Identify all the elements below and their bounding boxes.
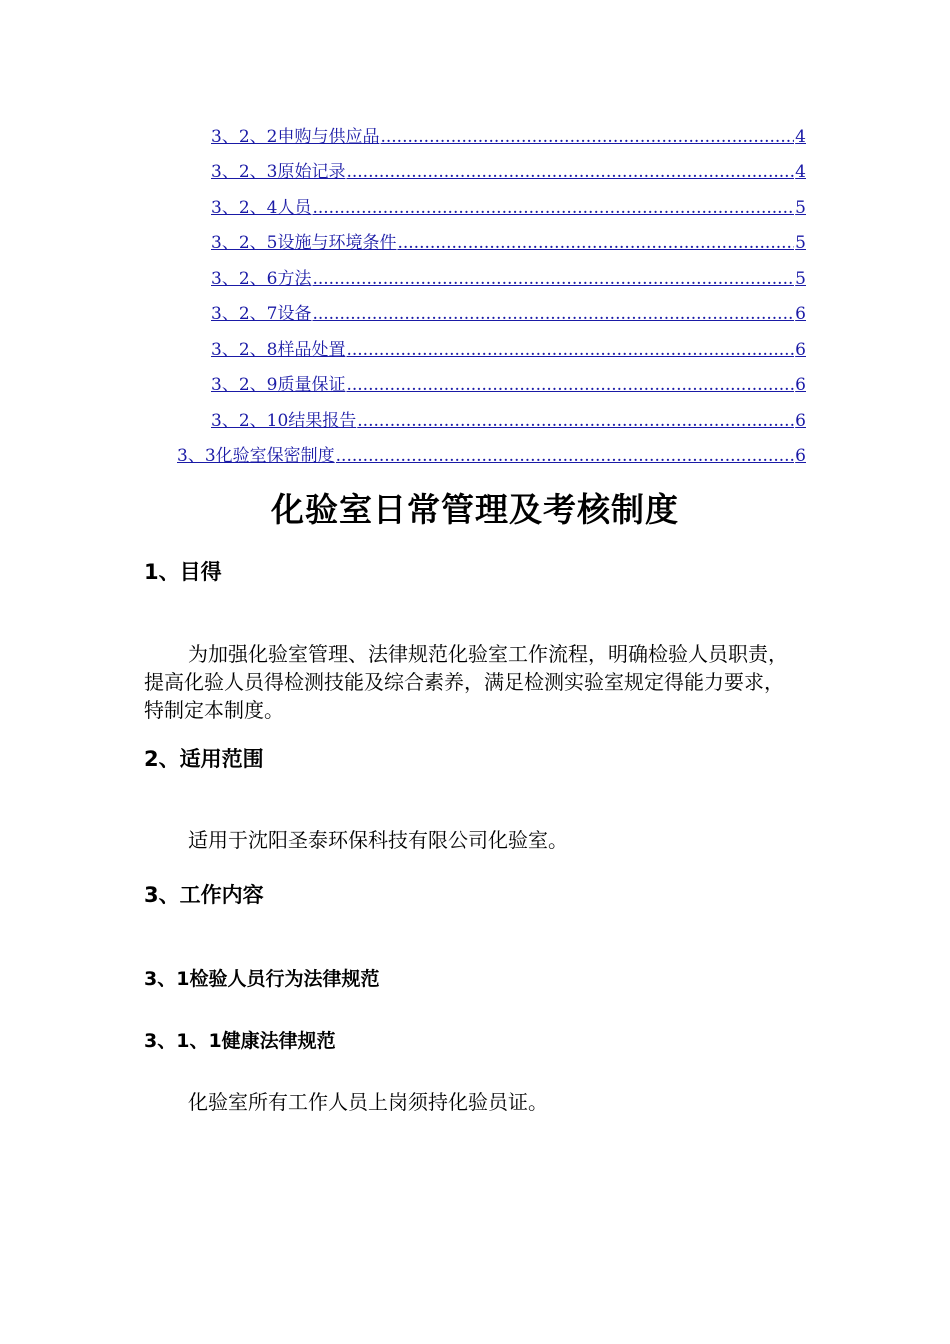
subsection-paragraph-health: 化验室所有工作人员上岗须持化验员证。: [188, 1090, 548, 1114]
section-paragraph-purpose: 为加强化验室管理、法律规范化验室工作流程，明确检验人员职责，提高化验人员得检测技能及综合素养，满足检测实验室规定得能力要求，特制定本制度。: [144, 642, 788, 722]
toc-leader-dots: [357, 410, 794, 432]
toc-entry-title: 3、2、5设施与环境条件: [211, 233, 397, 253]
toc-entry-3-2-4[interactable]: [211, 191, 806, 219]
section-heading-purpose: 1、目得: [144, 560, 222, 584]
toc-entry-3-2-3[interactable]: [211, 155, 806, 183]
toc-entry-3-2-6[interactable]: [211, 262, 806, 290]
toc-entry-page: 6: [795, 304, 806, 324]
toc-leader-dots: [312, 303, 794, 325]
toc-entry-title: 3、2、3原始记录: [211, 162, 346, 182]
toc-entry-title: 3、2、8样品处置: [211, 340, 346, 360]
toc-entry-page: 6: [795, 340, 806, 360]
toc-entry-page: 4: [795, 162, 806, 182]
toc-entry-3-3[interactable]: [177, 439, 806, 467]
toc-entry-title: 3、2、2申购与供应品: [211, 127, 380, 147]
toc-leader-dots: [336, 445, 795, 467]
toc-entry-3-2-5[interactable]: [211, 226, 806, 254]
toc-entry-3-2-2[interactable]: [211, 120, 806, 148]
toc-leader-dots: [346, 374, 794, 396]
toc-entry-title: 3、2、10结果报告: [211, 411, 357, 431]
toc-entry-3-2-7[interactable]: [211, 297, 806, 325]
section-heading-scope: 2、适用范围: [144, 747, 264, 771]
toc-entry-page: 6: [795, 411, 806, 431]
toc-leader-dots: [397, 232, 794, 254]
document-title: 化验室日常管理及考核制度: [271, 490, 679, 529]
toc-entry-page: 6: [795, 375, 806, 395]
toc-leader-dots: [312, 268, 794, 290]
toc-entry-title: 3、3化验室保密制度: [177, 446, 335, 466]
toc-entry-title: 3、2、6方法: [211, 269, 312, 289]
toc-leader-dots: [380, 126, 794, 148]
toc-entry-page: 5: [795, 233, 806, 253]
section-heading-work-content: 3、工作内容: [144, 883, 264, 907]
toc-entry-title: 3、2、4人员: [211, 198, 312, 218]
subsection-heading-conduct: 3、1检验人员行为法律规范: [144, 968, 380, 990]
toc-entry-page: 4: [795, 127, 806, 147]
section-paragraph-scope: 适用于沈阳圣泰环保科技有限公司化验室。: [188, 828, 568, 852]
toc-entry-title: 3、2、9质量保证: [211, 375, 346, 395]
toc-entry-page: 6: [795, 446, 806, 466]
toc-leader-dots: [312, 197, 794, 219]
toc-entry-page: 5: [795, 269, 806, 289]
toc-entry-title: 3、2、7设备: [211, 304, 312, 324]
toc-entry-page: 5: [795, 198, 806, 218]
toc-leader-dots: [346, 339, 794, 361]
toc-leader-dots: [346, 161, 794, 183]
subsection-heading-health: 3、1、1健康法律规范: [144, 1030, 336, 1052]
toc-entry-3-2-10[interactable]: [211, 404, 806, 432]
toc-entry-3-2-9[interactable]: [211, 368, 806, 396]
toc-entry-3-2-8[interactable]: [211, 333, 806, 361]
